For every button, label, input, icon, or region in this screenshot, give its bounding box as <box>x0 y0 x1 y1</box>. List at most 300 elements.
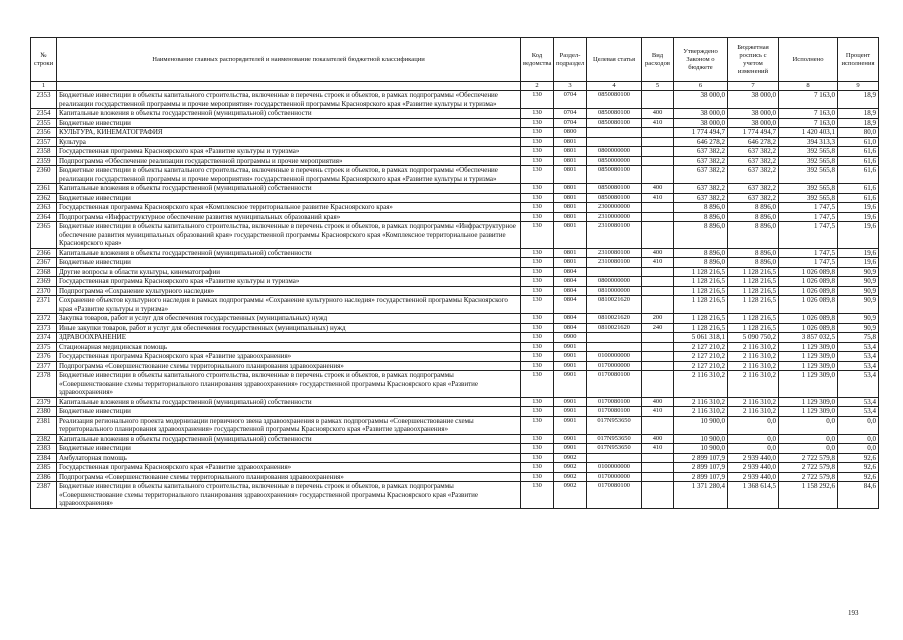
row-section: 0801 <box>554 203 587 213</box>
row-percent: 61,6 <box>838 147 879 157</box>
row-executed: 1 129 309,0 <box>779 407 838 417</box>
row-list: 38 000,0 <box>728 118 779 128</box>
table-row <box>31 352 879 362</box>
row-type <box>642 156 674 166</box>
row-list: 8 896,0 <box>728 258 779 268</box>
row-list: 2 116 310,2 <box>728 371 779 398</box>
row-target <box>587 267 642 277</box>
row-name: ЗДРАВООХРАНЕНИЕ <box>57 333 521 343</box>
row-code: 130 <box>521 128 554 138</box>
row-list: 5 090 750,2 <box>728 333 779 343</box>
row-approved: 2 127 210,2 <box>674 352 728 362</box>
row-section: 0801 <box>554 156 587 166</box>
row-percent: 90,9 <box>838 286 879 296</box>
table-row <box>31 277 879 287</box>
row-approved: 38 000,0 <box>674 118 728 128</box>
row-executed: 394 313,3 <box>779 137 838 147</box>
row-name: Государственная программа Красноярского края «Комплексное территориальное развитие Красноярского края» <box>57 203 521 213</box>
row-target: 0170000000 <box>587 472 642 482</box>
table-row <box>31 137 879 147</box>
row-executed: 392 565,8 <box>779 193 838 203</box>
row-list: 38 000,0 <box>728 91 779 109</box>
column-number-row <box>31 82 879 91</box>
header-target: Целевая статья <box>587 38 642 82</box>
row-section: 0801 <box>554 222 587 249</box>
row-section: 0902 <box>554 453 587 463</box>
row-name: Государственная программа Красноярского края «Развитие здравоохранения» <box>57 463 521 473</box>
row-percent: 90,9 <box>838 277 879 287</box>
row-approved: 1 774 494,7 <box>674 128 728 138</box>
row-code: 130 <box>521 407 554 417</box>
row-executed: 7 163,0 <box>779 109 838 119</box>
row-executed: 392 565,8 <box>779 166 838 184</box>
table-row <box>31 156 879 166</box>
row-number: 2372 <box>31 314 57 324</box>
row-number: 2360 <box>31 166 57 184</box>
row-code: 130 <box>521 463 554 473</box>
table-row <box>31 267 879 277</box>
row-approved: 8 896,0 <box>674 212 728 222</box>
row-code: 130 <box>521 91 554 109</box>
row-target: 017N953650 <box>587 444 642 454</box>
row-target: 2300000000 <box>587 203 642 213</box>
row-approved: 1 128 216,5 <box>674 277 728 287</box>
row-approved: 1 128 216,5 <box>674 314 728 324</box>
row-approved: 8 896,0 <box>674 203 728 213</box>
row-approved: 1 128 216,5 <box>674 286 728 296</box>
row-code: 130 <box>521 352 554 362</box>
row-target: 0850080100 <box>587 109 642 119</box>
row-name: Сохранение объектов культурного наследия в рамках подпрограммы «Сохранение культурного наследия» государственной программы Красноярского края «Развитие культуры и туризма» <box>57 296 521 314</box>
row-percent: 75,8 <box>838 333 879 343</box>
row-approved: 2 127 210,2 <box>674 361 728 371</box>
row-name: Бюджетные инвестиции в объекты капитального строительства, включенные в перечень строек и объектов, в рамках подпрограммы «Совершенствование схемы территориального планирования здравоохранения» государственной программы Красноярского края «Развитие здравоохранения» <box>57 371 521 398</box>
row-target: 0850080100 <box>587 118 642 128</box>
row-name: Подпрограмма «Совершенствование схемы территориального планирования здравоохранения» <box>57 472 521 482</box>
column-number: 4 <box>587 82 642 91</box>
row-number: 2358 <box>31 147 57 157</box>
row-code: 130 <box>521 277 554 287</box>
row-type: 410 <box>642 193 674 203</box>
row-approved: 637 382,2 <box>674 193 728 203</box>
row-type: 410 <box>642 444 674 454</box>
table-row <box>31 248 879 258</box>
table-row <box>31 128 879 138</box>
row-number: 2387 <box>31 482 57 509</box>
row-approved: 2 899 107,9 <box>674 472 728 482</box>
row-type: 410 <box>642 118 674 128</box>
row-name: Государственная программа Красноярского края «Развитие здравоохранения» <box>57 352 521 362</box>
row-section: 0704 <box>554 118 587 128</box>
row-list: 1 368 614,5 <box>728 482 779 509</box>
row-percent: 19,6 <box>838 212 879 222</box>
row-list: 38 000,0 <box>728 109 779 119</box>
row-code: 130 <box>521 109 554 119</box>
row-type <box>642 352 674 362</box>
row-section: 0804 <box>554 323 587 333</box>
row-executed: 0,0 <box>779 416 838 434</box>
row-section: 0801 <box>554 184 587 194</box>
row-approved: 38 000,0 <box>674 91 728 109</box>
table-row <box>31 361 879 371</box>
row-number: 2373 <box>31 323 57 333</box>
row-number: 2371 <box>31 296 57 314</box>
row-target: 0850080100 <box>587 184 642 194</box>
row-percent: 92,6 <box>838 463 879 473</box>
row-code: 130 <box>521 444 554 454</box>
row-percent: 61,6 <box>838 166 879 184</box>
table-row <box>31 203 879 213</box>
row-executed: 392 565,8 <box>779 147 838 157</box>
table-row <box>31 109 879 119</box>
row-list: 1 128 216,5 <box>728 314 779 324</box>
row-executed: 1 026 089,8 <box>779 296 838 314</box>
row-approved: 1 128 216,5 <box>674 296 728 314</box>
row-percent: 53,4 <box>838 352 879 362</box>
row-section: 0804 <box>554 286 587 296</box>
row-name: Бюджетные инвестиции <box>57 407 521 417</box>
row-type <box>642 333 674 343</box>
row-approved: 10 900,0 <box>674 416 728 434</box>
row-percent: 18,9 <box>838 118 879 128</box>
row-executed: 1 026 089,8 <box>779 277 838 287</box>
row-executed: 7 163,0 <box>779 118 838 128</box>
row-type <box>642 463 674 473</box>
table-row <box>31 314 879 324</box>
row-number: 2368 <box>31 267 57 277</box>
row-target: 017N953650 <box>587 434 642 444</box>
row-target <box>587 342 642 352</box>
row-name: Подпрограмма «Совершенствование схемы территориального планирования здравоохранения» <box>57 361 521 371</box>
row-number: 2364 <box>31 212 57 222</box>
row-percent: 61,0 <box>838 137 879 147</box>
row-approved: 5 061 318,1 <box>674 333 728 343</box>
table-row <box>31 482 879 509</box>
row-type <box>642 203 674 213</box>
row-percent: 19,6 <box>838 258 879 268</box>
row-executed: 392 565,8 <box>779 156 838 166</box>
row-approved: 2 899 107,9 <box>674 453 728 463</box>
row-executed: 2 722 579,8 <box>779 453 838 463</box>
table-row <box>31 147 879 157</box>
column-number <box>57 82 521 91</box>
row-list: 2 116 310,2 <box>728 342 779 352</box>
row-code: 130 <box>521 371 554 398</box>
table-row <box>31 463 879 473</box>
table-row <box>31 296 879 314</box>
row-number: 2353 <box>31 91 57 109</box>
row-executed: 7 163,0 <box>779 91 838 109</box>
row-list: 0,0 <box>728 434 779 444</box>
row-list: 1 128 216,5 <box>728 323 779 333</box>
row-target: 0810021620 <box>587 314 642 324</box>
row-number: 2379 <box>31 397 57 407</box>
row-executed: 1 129 309,0 <box>779 342 838 352</box>
row-section: 0900 <box>554 333 587 343</box>
row-executed: 0,0 <box>779 444 838 454</box>
row-section: 0800 <box>554 128 587 138</box>
row-section: 0704 <box>554 91 587 109</box>
row-approved: 1 128 216,5 <box>674 267 728 277</box>
row-list: 0,0 <box>728 416 779 434</box>
row-type: 410 <box>642 258 674 268</box>
table-row <box>31 416 879 434</box>
table-row <box>31 444 879 454</box>
row-approved: 646 278,2 <box>674 137 728 147</box>
row-executed: 1 129 309,0 <box>779 397 838 407</box>
row-type <box>642 137 674 147</box>
row-code: 130 <box>521 147 554 157</box>
row-section: 0901 <box>554 361 587 371</box>
row-percent: 92,6 <box>838 472 879 482</box>
row-name: Государственная программа Красноярского края «Развитие культуры и туризма» <box>57 147 521 157</box>
row-executed: 1 747,5 <box>779 203 838 213</box>
row-code: 130 <box>521 203 554 213</box>
row-approved: 8 896,0 <box>674 258 728 268</box>
row-name: Капитальные вложения в объекты государственной (муниципальной) собственности <box>57 434 521 444</box>
row-name: Закупка товаров, работ и услуг для обеспечения государственных (муниципальных) нужд <box>57 314 521 324</box>
row-number: 2369 <box>31 277 57 287</box>
column-number: 9 <box>838 82 879 91</box>
row-type <box>642 286 674 296</box>
row-code: 130 <box>521 258 554 268</box>
row-target: 2310080100 <box>587 258 642 268</box>
row-target: 0170080100 <box>587 407 642 417</box>
row-code: 130 <box>521 156 554 166</box>
row-approved: 2 116 310,2 <box>674 397 728 407</box>
row-code: 130 <box>521 333 554 343</box>
row-name: Иные закупки товаров, работ и услуг для обеспечения государственных (муниципальных) нужд <box>57 323 521 333</box>
row-approved: 637 382,2 <box>674 156 728 166</box>
row-target <box>587 137 642 147</box>
row-number: 2357 <box>31 137 57 147</box>
row-percent: 53,4 <box>838 361 879 371</box>
row-executed: 1 026 089,8 <box>779 314 838 324</box>
row-percent: 84,6 <box>838 482 879 509</box>
row-target: 0100000000 <box>587 463 642 473</box>
row-number: 2384 <box>31 453 57 463</box>
row-type <box>642 453 674 463</box>
row-name: Капитальные вложения в объекты государственной (муниципальной) собственности <box>57 184 521 194</box>
row-name: Бюджетные инвестиции в объекты капитального строительства, включенные в перечень строек и объектов, в рамках подпрограммы «Инфраструктурное обеспечение развития муниципальных образований края» государственной программы Красноярского края «Комплексное территориальное развитие Красноярского края» <box>57 222 521 249</box>
row-number: 2359 <box>31 156 57 166</box>
row-percent: 53,4 <box>838 407 879 417</box>
row-name: Стационарная медицинская помощь <box>57 342 521 352</box>
row-approved: 10 900,0 <box>674 434 728 444</box>
row-executed: 2 722 579,8 <box>779 463 838 473</box>
header-list: Бюджетная роспись с учетом изменений <box>728 38 779 82</box>
row-list: 8 896,0 <box>728 248 779 258</box>
row-list: 8 896,0 <box>728 222 779 249</box>
row-type <box>642 147 674 157</box>
row-name: Бюджетные инвестиции <box>57 118 521 128</box>
row-percent: 53,4 <box>838 371 879 398</box>
row-percent: 0,0 <box>838 444 879 454</box>
row-name: Капитальные вложения в объекты государственной (муниципальной) собственности <box>57 397 521 407</box>
row-code: 130 <box>521 296 554 314</box>
row-code: 130 <box>521 434 554 444</box>
row-code: 130 <box>521 222 554 249</box>
row-percent: 19,6 <box>838 222 879 249</box>
row-list: 1 128 216,5 <box>728 286 779 296</box>
row-name: Подпрограмма «Обеспечение реализации государственной программы и прочие мероприятия» <box>57 156 521 166</box>
row-type: 400 <box>642 248 674 258</box>
row-percent: 90,9 <box>838 296 879 314</box>
row-list: 1 774 494,7 <box>728 128 779 138</box>
row-name: Культура <box>57 137 521 147</box>
row-list: 8 896,0 <box>728 203 779 213</box>
row-number: 2356 <box>31 128 57 138</box>
row-approved: 2 127 210,2 <box>674 342 728 352</box>
header-no: № строки <box>31 38 57 82</box>
row-target: 0170080100 <box>587 397 642 407</box>
row-executed: 1 129 309,0 <box>779 371 838 398</box>
row-target: 0800000000 <box>587 277 642 287</box>
row-type <box>642 277 674 287</box>
row-name: Бюджетные инвестиции <box>57 193 521 203</box>
row-executed: 1 747,5 <box>779 212 838 222</box>
row-type: 410 <box>642 407 674 417</box>
row-target: 0850080100 <box>587 193 642 203</box>
row-name: Капитальные вложения в объекты государственной (муниципальной) собственности <box>57 248 521 258</box>
column-number: 6 <box>674 82 728 91</box>
column-number: 8 <box>779 82 838 91</box>
table-row <box>31 91 879 109</box>
row-number: 2374 <box>31 333 57 343</box>
row-number: 2380 <box>31 407 57 417</box>
row-code: 130 <box>521 212 554 222</box>
row-section: 0901 <box>554 352 587 362</box>
table-row <box>31 397 879 407</box>
row-percent: 0,0 <box>838 416 879 434</box>
row-list: 8 896,0 <box>728 212 779 222</box>
row-target: 0850000000 <box>587 156 642 166</box>
row-target: 0170080100 <box>587 482 642 509</box>
row-target <box>587 333 642 343</box>
row-name: Бюджетные инвестиции <box>57 258 521 268</box>
row-type: 400 <box>642 184 674 194</box>
row-section: 0902 <box>554 482 587 509</box>
row-type <box>642 296 674 314</box>
row-percent: 0,0 <box>838 434 879 444</box>
row-name: Подпрограмма «Сохранение культурного наследия» <box>57 286 521 296</box>
row-section: 0901 <box>554 416 587 434</box>
row-executed: 1 129 309,0 <box>779 352 838 362</box>
row-list: 637 382,2 <box>728 147 779 157</box>
row-percent: 80,0 <box>838 128 879 138</box>
row-section: 0902 <box>554 472 587 482</box>
row-type <box>642 222 674 249</box>
table-row <box>31 472 879 482</box>
row-type: 200 <box>642 314 674 324</box>
row-code: 130 <box>521 453 554 463</box>
row-percent: 90,9 <box>838 267 879 277</box>
row-type <box>642 91 674 109</box>
row-section: 0901 <box>554 444 587 454</box>
row-number: 2361 <box>31 184 57 194</box>
row-list: 2 116 310,2 <box>728 397 779 407</box>
row-type: 400 <box>642 434 674 444</box>
row-code: 130 <box>521 118 554 128</box>
row-list: 637 382,2 <box>728 193 779 203</box>
header-section: Раздел-подраздел <box>554 38 587 82</box>
row-name: Реализация регионального проекта модернизации первичного звена здравоохранения в рамках подпрограммы «Совершенствование схемы территориального планирования здравоохранения» государственной программы Красноярского края «Развитие здравоохранения» <box>57 416 521 434</box>
row-section: 0901 <box>554 407 587 417</box>
row-number: 2363 <box>31 203 57 213</box>
row-approved: 2 116 310,2 <box>674 371 728 398</box>
header-code: Код ведомства <box>521 38 554 82</box>
row-approved: 8 896,0 <box>674 222 728 249</box>
table-row <box>31 407 879 417</box>
row-list: 2 116 310,2 <box>728 352 779 362</box>
table-row <box>31 118 879 128</box>
row-code: 130 <box>521 416 554 434</box>
row-list: 2 939 440,0 <box>728 472 779 482</box>
row-target: 0100000000 <box>587 352 642 362</box>
header-percent: Процент исполнения <box>838 38 879 82</box>
row-type <box>642 128 674 138</box>
row-code: 130 <box>521 472 554 482</box>
table-header-row <box>31 38 879 82</box>
row-type <box>642 166 674 184</box>
row-type <box>642 482 674 509</box>
row-section: 0901 <box>554 434 587 444</box>
row-number: 2386 <box>31 472 57 482</box>
row-code: 130 <box>521 267 554 277</box>
row-approved: 1 128 216,5 <box>674 323 728 333</box>
row-target: 0810021620 <box>587 323 642 333</box>
row-percent: 61,6 <box>838 193 879 203</box>
column-number: 5 <box>642 82 674 91</box>
row-list: 2 116 310,2 <box>728 361 779 371</box>
row-target: 2310080100 <box>587 248 642 258</box>
row-number: 2383 <box>31 444 57 454</box>
row-number: 2362 <box>31 193 57 203</box>
row-executed: 1 026 089,8 <box>779 267 838 277</box>
row-section: 0901 <box>554 397 587 407</box>
row-section: 0901 <box>554 342 587 352</box>
row-code: 130 <box>521 323 554 333</box>
row-percent: 61,6 <box>838 184 879 194</box>
row-section: 0804 <box>554 314 587 324</box>
row-type: 240 <box>642 323 674 333</box>
row-section: 0804 <box>554 296 587 314</box>
row-target <box>587 128 642 138</box>
row-target: 0850080100 <box>587 91 642 109</box>
row-code: 130 <box>521 361 554 371</box>
row-type <box>642 472 674 482</box>
row-percent: 19,6 <box>838 203 879 213</box>
table-row <box>31 258 879 268</box>
row-list: 1 128 216,5 <box>728 277 779 287</box>
page-number: 193 <box>848 609 859 617</box>
row-code: 130 <box>521 248 554 258</box>
row-type <box>642 267 674 277</box>
row-name: Амбулаторная помощь <box>57 453 521 463</box>
row-code: 130 <box>521 314 554 324</box>
row-number: 2378 <box>31 371 57 398</box>
row-number: 2377 <box>31 361 57 371</box>
row-percent: 19,6 <box>838 248 879 258</box>
table-row <box>31 453 879 463</box>
row-percent: 90,9 <box>838 323 879 333</box>
header-executed: Исполнено <box>779 38 838 82</box>
row-number: 2376 <box>31 352 57 362</box>
row-number: 2355 <box>31 118 57 128</box>
row-code: 130 <box>521 137 554 147</box>
row-name: Государственная программа Красноярского края «Развитие культуры и туризма» <box>57 277 521 287</box>
row-target <box>587 453 642 463</box>
